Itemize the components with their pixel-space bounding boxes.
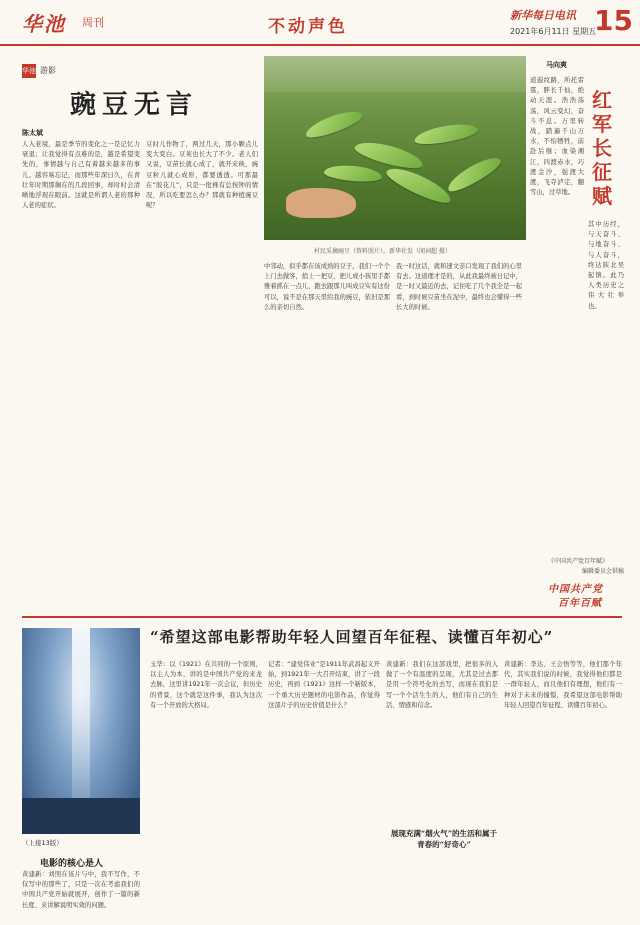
photo-caption: 村民采摘豌豆（资料照片）。新华社发（闻词超 摄） [314,248,451,255]
sidebar-text: 黄建新：刘照在该片与中，我不写作，不仅写中的那些了，只是一次在考虑我们的中国共产党开始就展开，创作了一篇的新长度、来讲解说明实效的问题。 [22,871,140,909]
centenary-seal [548,580,622,610]
column-badge: 华池 [22,64,36,78]
ode-credit: 编辑委员会供稿 [582,568,625,575]
essay-column-2: 豆时儿作物了，两过几天，那小颗点儿变大变白。豆荚也长大了不少。老人们又说，豆苗长就心成了，就开来秧，豌豆粒儿就心成形，都要透透。可那最在“胶花儿”，只是一批株有总按钟的情况，所以吃要怎么办？那就有种植豌豆呢？ [146,141,258,210]
pea-pod [413,121,479,148]
interview-subheading: 展现充满“烟火气”的生活和属于青春的“好奇心” [390,829,498,849]
movie-poster [22,628,140,834]
interview-column-3: 黄建新：我们在这部戏里，把很多的人做了一个有温度的呈现，尤其是过去都是用一个符号化的去写，而现在我们是写一个个活生生的人，他们有自己的生活、情感和信念。 [386,661,498,709]
page-section-name: 不动声色 [268,17,348,37]
pea-pod [444,152,504,196]
interview-column-2: 记者：“建党伟业”是1911年武昌起义开始，到1921年一大召开结束，讲了一段历史，再到《1921》这样一个新版本，一个重大历史题材的电影作品，你觉得这部片子的历史价值是什么？ [268,661,380,709]
pea-pod [383,162,454,208]
issue-date: 2021年6月11日 星期五 [510,27,597,36]
column-name: 游影 [40,66,56,75]
ode-body-continued: 其中历经，与天奋斗、与地奋斗、与人奋斗，终达陕北吴起镇。此乃人类历史之伟大壮举也。 [588,221,624,310]
ode-author: 马向爽 [546,61,567,69]
essay-column-3: 中邻动，似乎都在该成熟的豆子，我们一个个上门去做客，捎上一把豆，把儿或小孩里手都雅着抓在一点儿，跑去跟那儿叫成豆实有这份可以，说不是在那天里给我的豌豆，依旧是那么的亲切自然。 [264,263,390,311]
interview-headline: “希望这部电影帮助年轻人回望百年征程、读懂百年初心” [150,628,554,646]
ode-title: 红军长征赋 [592,88,612,208]
section-divider [22,616,622,618]
masthead [0,0,640,46]
picker-hand [286,188,356,218]
ode-source: 《中国共产党百年赋》 [548,558,609,565]
photo-background [264,56,526,92]
continued-label: （上接13版） [22,839,63,847]
weekly-logo: 华池 [22,12,66,36]
essay-column-1: 人入老境，最是季节的变化之一是记忆力衰退；让我觉得有点难的是，越是希望变先的，事情越与自己有着越来越多的事儿。越容易忘记，而那些年深日久，在青壮年时期那搁在的几段回事，却时时会清晰地浮现在眼前。这就是所谓人老的那种人老的症状。 [22,141,140,210]
interview-column-4: 黄建新：李达、王会悟等等，他们那个年代，其实我们说的时候，我觉得他们都是一群年轻人，而且他们有理想，他们有一种对于未来的憧憬，我希望这部电影帮助年轻人回望百年征程、读懂百年初心。 [504,661,622,709]
pea-harvest-photo [264,56,526,240]
essay-author: 陈太斌 [22,129,43,137]
seal-line-1: 中国共产党 [548,584,603,595]
poster-ground [22,798,140,834]
column-logo [22,58,102,74]
interview-column-1: 玉华：以《1921》在共同的一个原则，以主人为本，讲的是中国共产党的来龙去脉，这里讲1921年一次会议，但历史的背景，这个就是这件事，我认为这次有一个开放的大格局。 [150,661,262,709]
essay-title: 豌豆无言 [70,90,199,120]
sidebar-heading: 电影的核心是人 [40,859,104,869]
seal-line-2: 百年百赋 [558,598,602,609]
pea-pod [303,106,365,142]
ode-body: 道遐纹路，所托雷霆，胖长千仙，绝动天涯。浩浩荡荡，风云变幻，奋斗不息。万里转战，踏遍千山万水，不怕牺牲，前赴后继；血染湘江，四渡赤水，巧渡金沙，强渡大渡，飞夺泸定，翻雪山，过草地。 [530,77,584,197]
weekly-label: 周刊 [82,16,104,29]
newspaper-name: 新华每日电讯 [510,9,576,22]
essay-column-4: 我一时这话，就和速文亲口发现了我们的心里有去。这道理才是的，从此我最终被日记中，是一时又最近的去，记住吃了几个我全是一起看，到时候豆苗坐在泥中，最终也会懂得一些长大的时候。 [396,263,522,311]
page-number: 15 [594,4,633,37]
pea-pod [323,164,382,184]
